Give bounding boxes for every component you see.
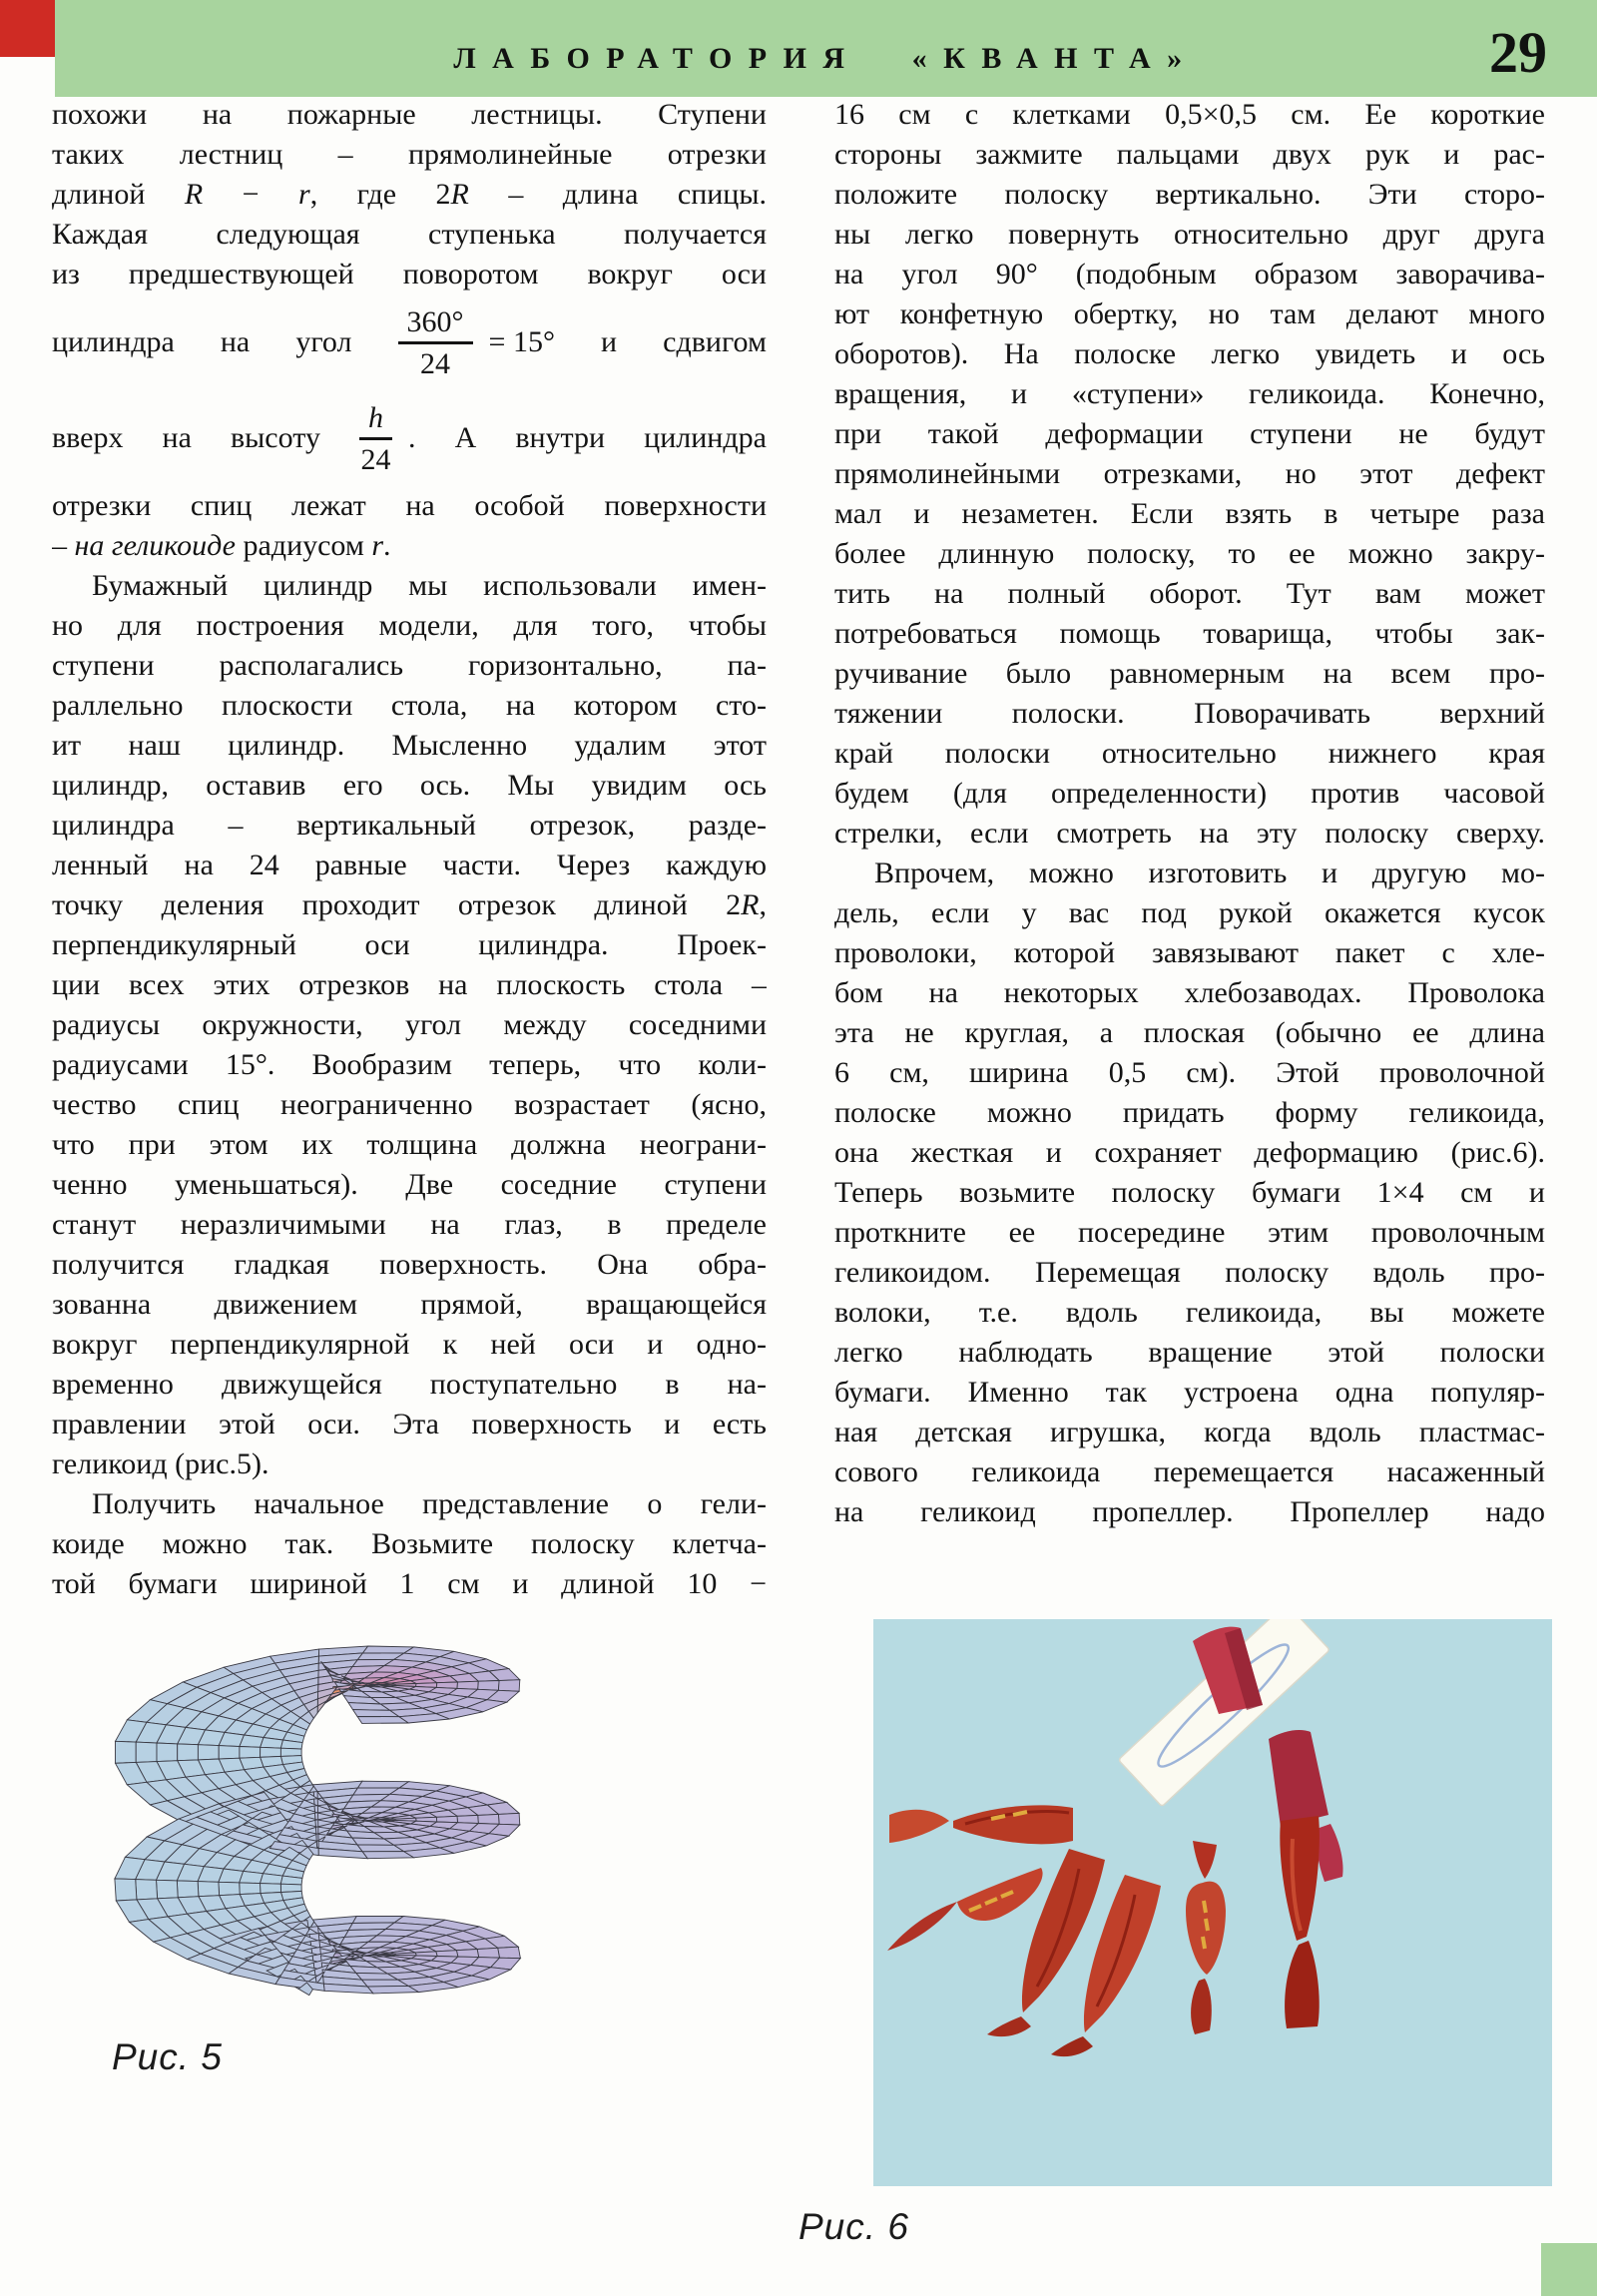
text-line: ют конфетную обертку, но там делают много: [834, 297, 1545, 330]
text-line: коиде можно так. Возьмите полоску клетча-: [52, 1527, 767, 1560]
text-line: получится гладкая поверхность. Она обра-: [52, 1248, 767, 1281]
text-line: тяжении полоски. Поворачивать верхний: [834, 697, 1545, 730]
text-line: волоки, т.е. вдоль геликоида, вы можете: [834, 1296, 1545, 1329]
text-line: она жесткая и сохраняет деформацию (рис.6).: [834, 1136, 1545, 1169]
text-line: легко наблюдать вращение этой полоски: [834, 1336, 1545, 1369]
text-line: цилиндр, оставив его ось. Мы увидим ось: [52, 769, 767, 802]
text-line: на геликоид пропеллер. Пропеллер надо: [834, 1495, 1545, 1528]
figure-5-helicoid: [86, 1623, 531, 2036]
text-column-left: [52, 95, 767, 1604]
text-line: длиной R − r, где 2R – длина спицы.: [52, 178, 767, 211]
text-line: из предшествующей поворотом вокруг оси: [52, 258, 767, 290]
twisted-strips-photo: [873, 1619, 1552, 2186]
text-line: что при этом их толщина должна неограни-: [52, 1128, 767, 1161]
corner-green-mark: [1541, 2243, 1597, 2296]
fraction: $\frac{360^\circ}{24}$ = 15°: [398, 305, 555, 380]
text-line: похожи на пожарные лестницы. Ступени: [52, 98, 767, 131]
text-line: геликоидом. Перемещая полоску вдоль про-: [834, 1256, 1545, 1289]
text-line: прямолинейными отрезками, но этот дефект: [834, 457, 1545, 490]
text-line: более длинную полоску, то ее можно закру-: [834, 537, 1545, 570]
text-line: радиусами 15°. Вообразим теперь, что коли-: [52, 1048, 767, 1081]
text-line: но для построения модели, для того, чтобы: [52, 609, 767, 642]
text-line: Получить начальное представление о гели-: [92, 1487, 767, 1520]
text-line: будем (для определенности) против часовой: [834, 777, 1545, 810]
section-title: ЛАБОРАТОРИЯ «КВАНТА»: [453, 41, 1199, 75]
text-line: ции всех этих отрезков на плоскость стола –: [52, 968, 767, 1001]
text-line: мал и незаметен. Если взять в четыре раза: [834, 497, 1545, 530]
text-line: геликоид (рис.5).: [52, 1447, 269, 1480]
text-line: перпендикулярный оси цилиндра. Проек-: [52, 928, 767, 961]
text-line: стрелки, если смотреть на эту полоску сверху.: [834, 817, 1545, 850]
text-line: потребоваться помощь товарища, чтобы зак-: [834, 617, 1545, 650]
text-line-formula: вверх на высоту $\frac{h}{24}$ . А внутри цилиндра: [52, 400, 767, 476]
text-line: той бумаги шириной 1 см и длиной 10 −: [52, 1567, 767, 1600]
text-line: ченно уменьшаться). Две соседние ступени: [52, 1168, 767, 1201]
text-line: раллельно плоскости стола, на котором сто-: [52, 689, 767, 722]
text-column-right: [834, 95, 1545, 1532]
text-line: Каждая следующая ступенька получается: [52, 218, 767, 251]
text-line: Бумажный цилиндр мы использовали имен-: [92, 569, 767, 602]
text-line-formula: цилиндра на угол $\frac{360^\circ}{24}$ = 15° и сдвигом: [52, 304, 767, 380]
text-line: – на геликоиде радиусом r.: [52, 529, 391, 562]
text-line: ны легко повернуть относительно друг друга: [834, 218, 1545, 251]
text-line: чество спиц неограниченно возрастает (ясно,: [52, 1088, 767, 1121]
text-line: ленный на 24 равные части. Через каждую: [52, 849, 767, 881]
text-line: тить на полный оборот. Тут вам может: [834, 577, 1545, 610]
text-line: 6 см, ширина 0,5 см). Этой проволочной: [834, 1056, 1545, 1089]
text-line: сового геликоида перемещается насаженный: [834, 1455, 1545, 1488]
text-line: правлении этой оси. Эта поверхность и есть: [52, 1408, 767, 1440]
figure-6-caption: Рис. 6: [798, 2206, 909, 2247]
text-line: проткните ее посередине этим проволочным: [834, 1216, 1545, 1249]
text-line: вокруг перпендикулярной к ней оси и одно-: [52, 1328, 767, 1361]
text-line: радиусы окружности, угол между соседними: [52, 1008, 767, 1041]
text-line: проволоки, которой завязывают пакет с хле-: [834, 936, 1545, 969]
text-line: Впрочем, можно изготовить и другую мо-: [874, 857, 1545, 889]
page-number: 29: [1489, 20, 1547, 85]
text-line: ит наш цилиндр. Мысленно удалим этот: [52, 729, 767, 762]
text-line: ная детская игрушка, когда вдоль пластмас-: [834, 1416, 1545, 1448]
text-line: эта не круглая, а плоская (обычно ее длина: [834, 1016, 1545, 1049]
text-line: ручивание было равномерным на всем про-: [834, 657, 1545, 690]
text-line: при такой деформации ступени не будут: [834, 417, 1545, 450]
corner-red-mark: [0, 0, 55, 57]
text-line: положите полоску вертикально. Эти сторо-: [834, 178, 1545, 211]
text-line: отрезки спиц лежат на особой поверхности: [52, 489, 767, 522]
text-line: цилиндра – вертикальный отрезок, разде-: [52, 809, 767, 842]
text-line: край полоски относительно нижнего края: [834, 737, 1545, 770]
text-line: на угол 90° (подобным образом заворачива-: [834, 258, 1545, 290]
text-line: временно движущейся поступательно в на-: [52, 1368, 767, 1401]
text-line: стороны зажмите пальцами двух рук и рас-: [834, 138, 1545, 171]
text-line: ступени располагались горизонтально, па-: [52, 649, 767, 682]
text-line: таких лестниц – прямолинейные отрезки: [52, 138, 767, 171]
text-line: оборотов). На полоске легко увидеть и ось: [834, 337, 1545, 370]
text-line: 16 см с клетками 0,5×0,5 см. Ее короткие: [834, 98, 1545, 131]
figure-6-photo: [873, 1619, 1552, 2186]
text-line: точку деления проходит отрезок длиной 2R,: [52, 888, 767, 921]
text-line: зованна движением прямой, вращающейся: [52, 1288, 767, 1321]
text-line: дель, если у вас под рукой окажется кусок: [834, 896, 1545, 929]
section-header-bar: [55, 0, 1597, 97]
text-line: станут неразличимыми на глаз, в пределе: [52, 1208, 767, 1241]
helicoid-surface-image: [86, 1623, 531, 2036]
text-line: полоске можно придать форму геликоида,: [834, 1096, 1545, 1129]
fraction: $\frac{h}{24}$ .: [360, 400, 416, 476]
text-line: Теперь возьмите полоску бумаги 1×4 см и: [834, 1176, 1545, 1209]
text-line: бом на некоторых хлебозаводах. Проволока: [834, 976, 1545, 1009]
text-line: бумаги. Именно так устроена одна популяр-: [834, 1376, 1545, 1409]
figure-5-caption: Рис. 5: [112, 2036, 223, 2077]
text-line: вращения, и «ступени» геликоида. Конечно,: [834, 377, 1545, 410]
